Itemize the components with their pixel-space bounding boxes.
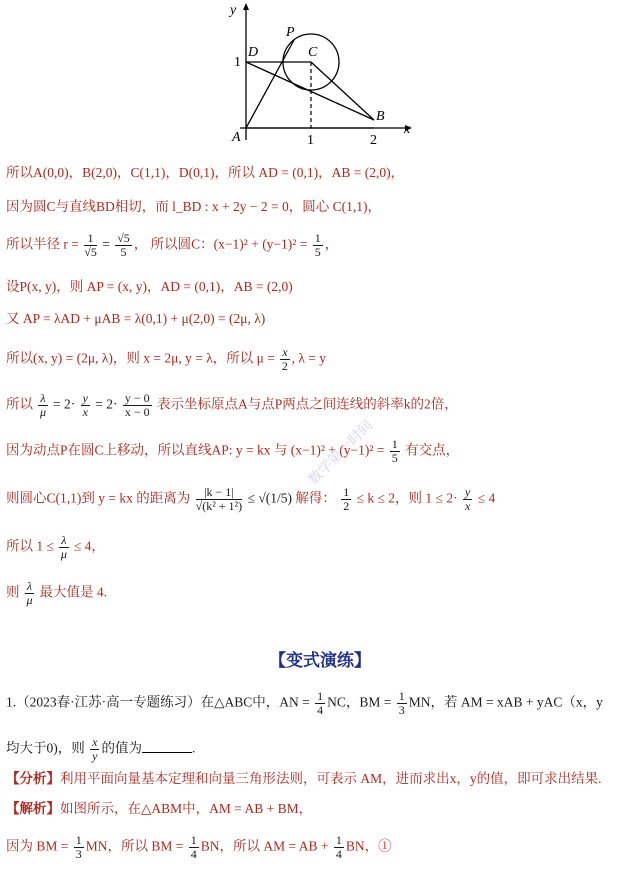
- fraction-1-over-4-c: $\frac{1}{4}$: [335, 833, 342, 861]
- fraction-slope: $\frac{y - 0}{x - 0}$: [124, 391, 150, 419]
- fraction-1-over-5: $\frac{1}{5}$: [314, 231, 321, 259]
- label-one-y: 1: [234, 55, 241, 70]
- label-p: P: [286, 25, 295, 40]
- line3-circle: 所以圆C：(x−1)² + (y−1)² =: [150, 236, 308, 252]
- label-y: y: [230, 3, 237, 18]
- solution-line-4: 设P(x, y)，则 AP = (x, y)，AD = (0,1)，AB = (2,0): [6, 279, 293, 294]
- solution-line-9: 则圆心C(1,1)到 y = kx 的距离为 $\frac{|k - 1|}{\text{√(k² + 1²)}}$ ≤ √(1/5) 解得： $\frac{1}{2}$ ≤ k ≤ 2，则 1 ≤ 2· $\frac{y}{x}$ ≤ 4: [6, 485, 496, 513]
- solution-line-8: 因为动点P在圆C上移动，所以直线AP: y = kx 与 (x−1)² + (y−1)² = $\frac{1}{5}$ 有交点，: [6, 437, 460, 465]
- fraction-1-over-root5: $\frac{1}{√5}$: [84, 231, 97, 259]
- label-d: D: [248, 45, 259, 60]
- exercise-question-line-2: 均大于0)，则 $\frac{x}{y}$ 的值为 .: [6, 735, 196, 763]
- segment-db: [246, 62, 374, 120]
- fraction-1-over-3: $\frac{1}{3}$: [398, 689, 405, 717]
- fraction-1-over-2: $\frac{1}{2}$: [343, 485, 350, 513]
- fraction-y-over-x-b: $\frac{y}{x}$: [464, 485, 471, 513]
- fraction-1-over-4: $\frac{1}{4}$: [317, 689, 324, 717]
- solution-line-7: 所以 $\frac{\lambda}{\mu}$ = 2· $\frac{y}{x}$ = 2· $\frac{y - 0}{x - 0}$ 表示坐标原点A与点P两点之间连线的斜率k的2倍，: [6, 391, 458, 419]
- segment-cb: [311, 62, 374, 120]
- y-axis-arrow: [243, 3, 249, 10]
- label-two-x: 2: [370, 133, 377, 148]
- analysis-tag: 【分析】: [6, 771, 60, 786]
- fraction-x-over-y: $\frac{x}{y}$: [92, 735, 98, 763]
- fraction-x-over-2: $\frac{x}{2}$: [281, 345, 288, 373]
- watermark: 数学第一时间: [306, 418, 377, 489]
- section-title: 【变式演练】: [269, 651, 371, 671]
- analysis-line: [6, 770, 632, 788]
- fraction-1-over-5-b: $\frac{1}{5}$: [391, 437, 398, 465]
- analysis-text: 利用平面向量基本定理和向量三角形法则，可表示 AM，进而求出x，y的值，即可求出结果.: [60, 771, 602, 786]
- solution-text-1: 如图所示，在△ABM中，AM = AB + BM，: [60, 801, 313, 816]
- line3-prefix: 所以半径 r =: [6, 236, 79, 252]
- fraction-distance: $\frac{|k - 1|}{\text{√(k² + 1²)}}$: [195, 485, 243, 513]
- fraction-lambda-over-mu: $\frac{\lambda}{\mu}$: [39, 391, 46, 419]
- solution-line-10: 所以 1 ≤ $\frac{\lambda}{\mu}$ ≤ 4，: [6, 533, 105, 561]
- label-a: A: [232, 130, 241, 145]
- solution-tag-line: [6, 800, 632, 818]
- solution-line-3: 所以半径 r = $\frac{1}{√5}$ = $\frac{√5}{5}$ ， 所以圆C：(x−1)² + (y−1)² = $\frac{1}{5}$ ，: [6, 231, 339, 259]
- exercise-question-line-1: 1.（2023春·江苏·高一专题练习）在△ABC中，AN = $\frac{1}{4}$ NC，BM = $\frac{1}{3}$ MN，若 AM = xAB + yAC（x，y: [6, 689, 603, 717]
- answer-blank: [142, 740, 192, 753]
- label-b: B: [376, 109, 385, 124]
- geometry-figure: [222, 0, 422, 150]
- solution-tag: 【解析】: [6, 801, 60, 816]
- solution-line-1: 所以A(0,0)，B(2,0)，C(1,1)，D(0,1)，所以 AD = (0,1)，AB = (2,0)，: [6, 165, 405, 180]
- label-x: x: [404, 122, 411, 137]
- label-c: C: [308, 45, 318, 60]
- solution-text-2: 因为 BM = $\frac{1}{3}$ MN，所以 BM = $\frac{1}{4}$ BN，所以 AM = AB + $\frac{1}{4}$ BN，①: [6, 833, 392, 861]
- solution-line-2: 因为圆C与直线BD相切，而 l_BD : x + 2y − 2 = 0，圆心 C(1,1)，: [6, 199, 381, 214]
- fraction-1-over-4-b: $\frac{1}{4}$: [190, 833, 197, 861]
- label-one-x: 1: [307, 133, 314, 148]
- fraction-y-over-x: $\frac{y}{x}$: [82, 391, 88, 419]
- fraction-lambda-over-mu-b: $\frac{\lambda}{\mu}$: [60, 533, 67, 561]
- solution-line-11: 则 $\frac{\lambda}{\mu}$ 最大值是 4.: [6, 579, 107, 607]
- fraction-root5-over-5: $\frac{√5}{5}$: [117, 231, 130, 259]
- solution-line-6: 所以(x, y) = (2μ, λ)，则 x = 2μ, y = λ，所以 μ = $\frac{x}{2}$ , λ = y: [6, 345, 326, 373]
- fraction-lambda-over-mu-c: $\frac{\lambda}{\mu}$: [26, 579, 33, 607]
- solution-line-5: 又 AP = λAD + μAB = λ(0,1) + μ(2,0) = (2μ, λ): [6, 311, 266, 326]
- fraction-1-over-3-b: $\frac{1}{3}$: [75, 833, 82, 861]
